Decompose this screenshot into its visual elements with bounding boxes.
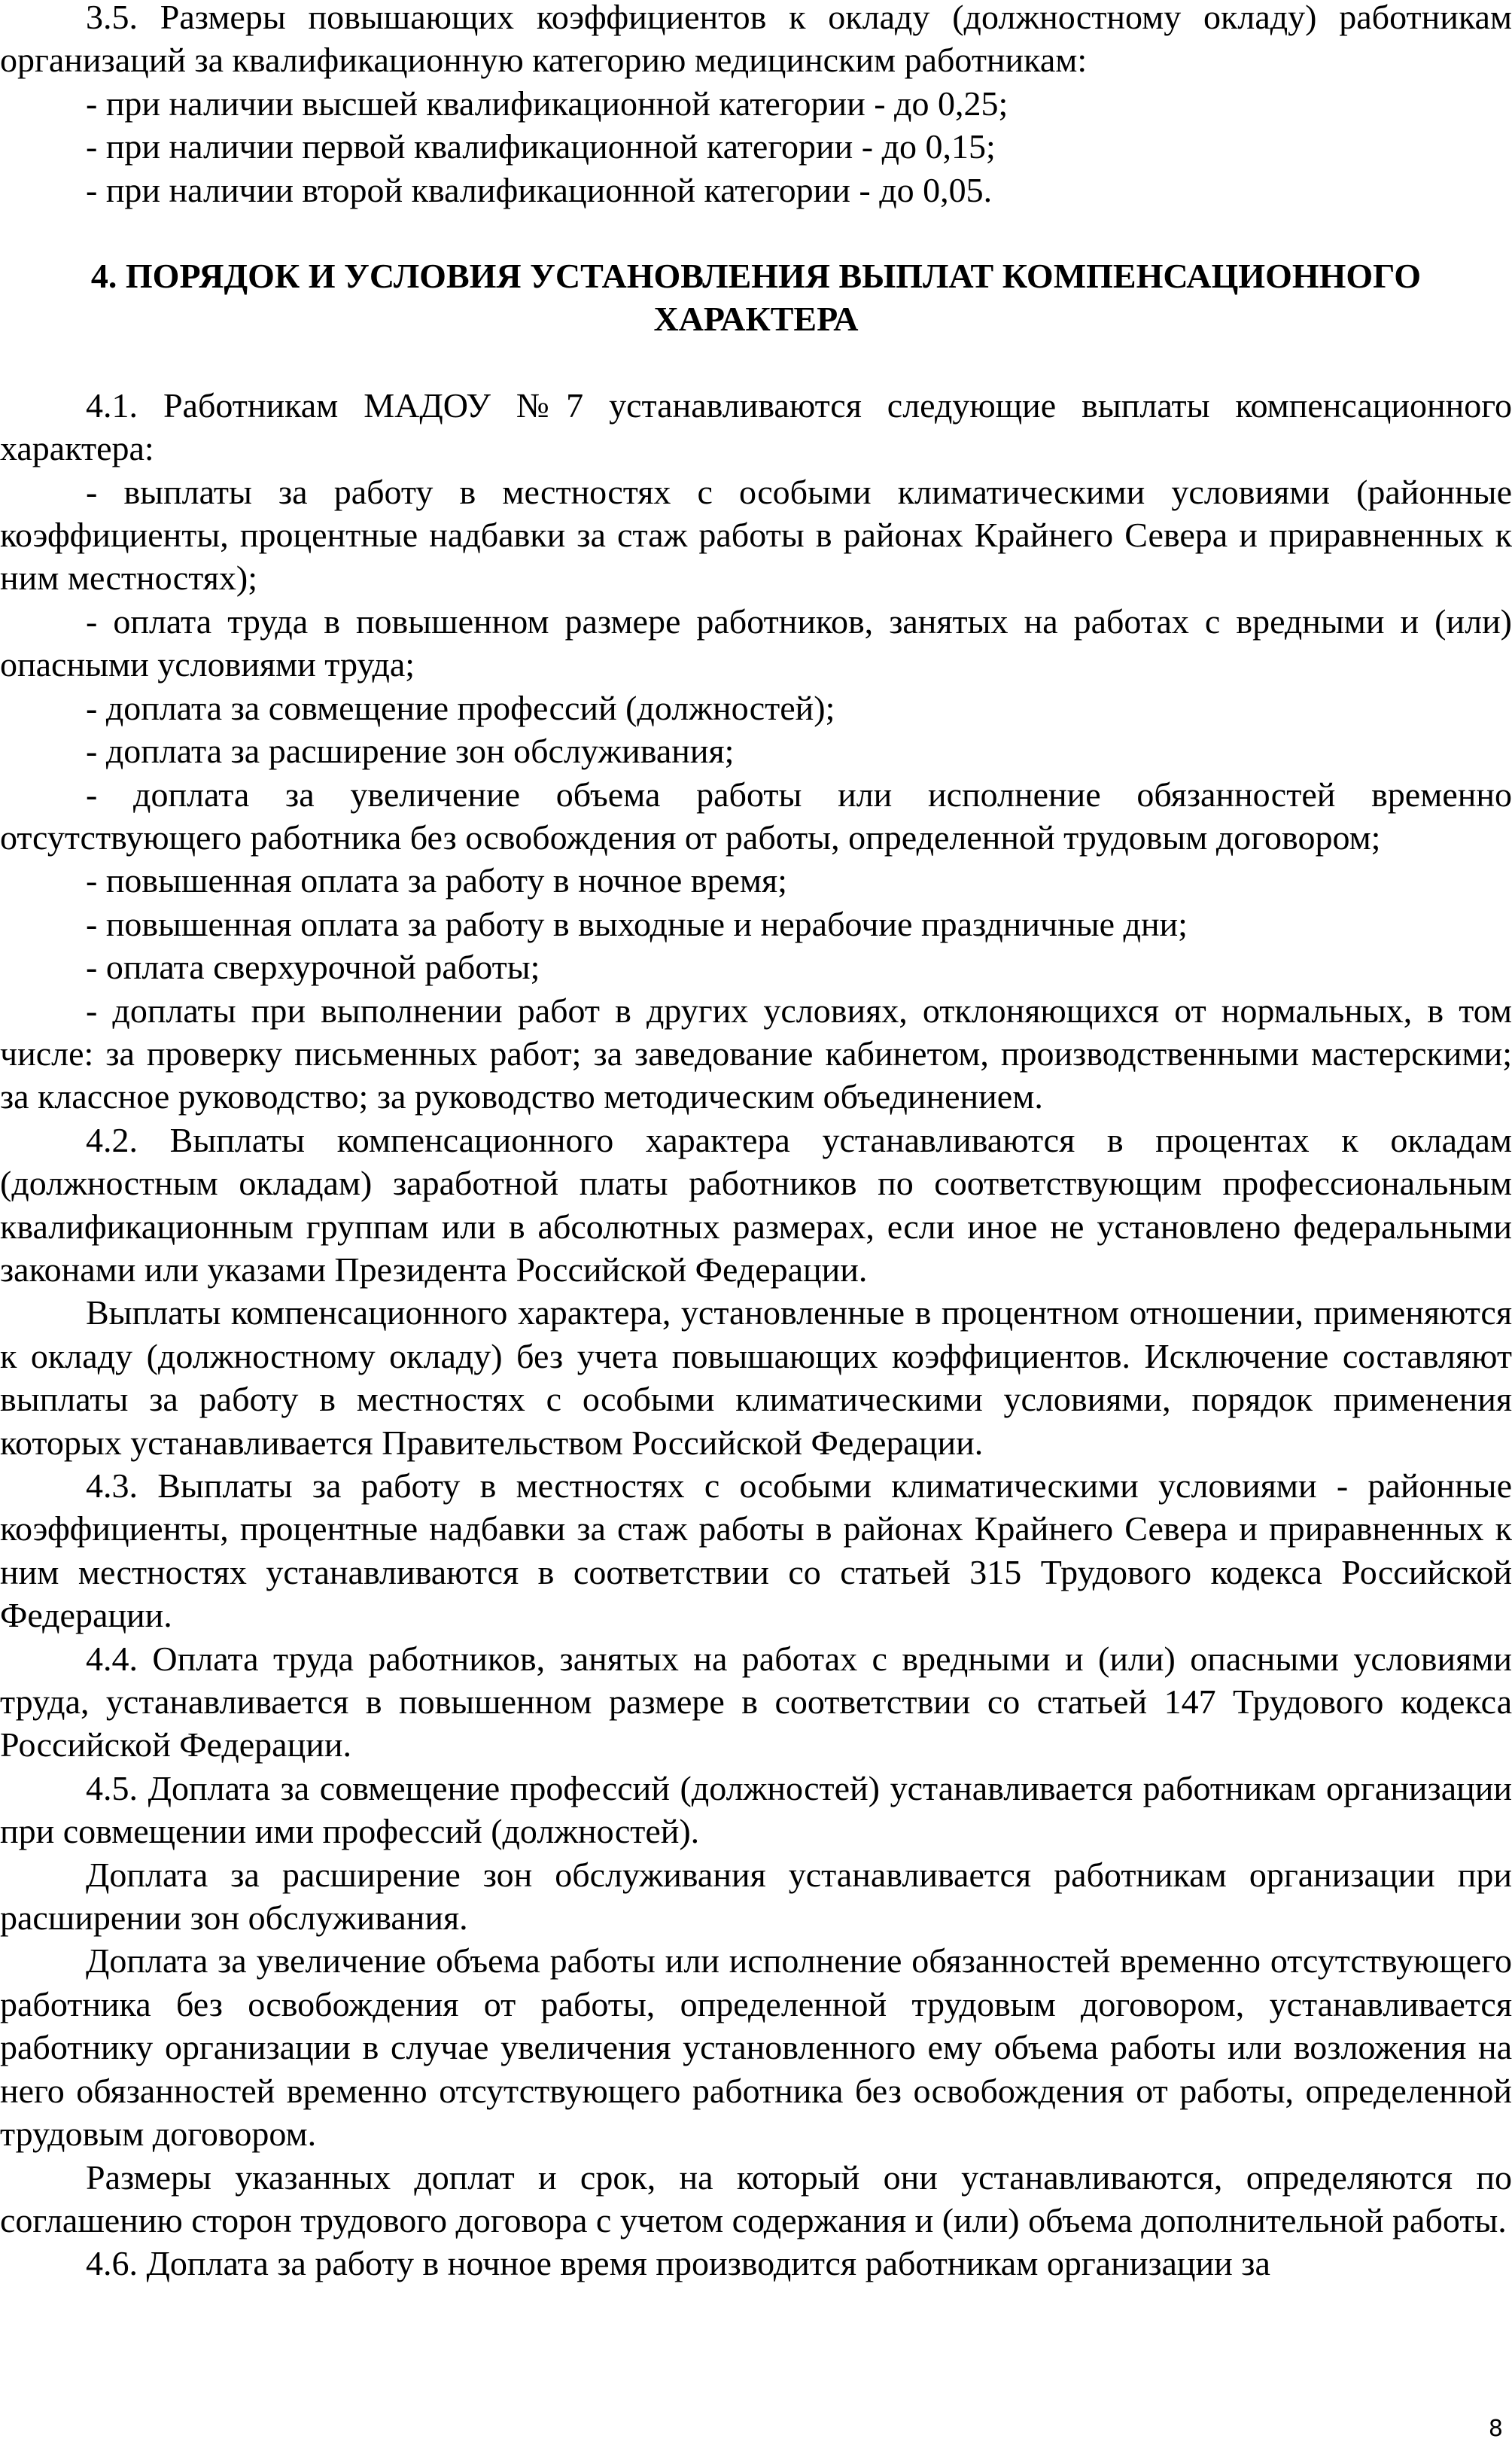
paragraph-3-5: 3.5. Размеры повышающих коэффициентов к окладу (должностному окладу) работникам организаций за квалификационную категорию медицинским работникам: [0, 0, 1512, 80]
list-item: - при наличии второй квалификационной категории - до 0,05. [86, 170, 993, 209]
section-heading: 4. ПОРЯДОК И УСЛОВИЯ УСТАНОВЛЕНИЯ ВЫПЛАТ КОМПЕНСАЦИОННОГО ХАРАКТЕРА [90, 257, 1422, 339]
paragraph-4-6: 4.6. Доплата за работу в ночное время производится работникам организации за [86, 2244, 1270, 2283]
page-number: 8 [1488, 2416, 1503, 2442]
paragraph-4-2: 4.2. Выплаты компенсационного характера устанавливаются в процентах к окладам (должностным окладам) заработной платы работников по соответствующим профессиональным квалификационным группам или в абсолютных размерах, если иное не установлено федеральными законами или указами Президента Российской Федерации. [0, 1120, 1512, 1289]
paragraph-4-4: 4.4. Оплата труда работников, занятых на работах с вредными и (или) опасными условиями труда, устанавливается в повышенном размере в соответствии со статьей 147 Трудового кодекса Российской Федерации. [0, 1639, 1512, 1764]
paragraph: Доплата за увеличение объема работы или исполнение обязанностей временно отсутствующего работника без освобождения от работы, определенной трудовым договором, устанавливается работнику организации в случае увеличения установленного ему объема работы или возложения на него обязанностей временно отсутствующего работника без освобождения от работы, определенной трудовым договором. [0, 1941, 1512, 2154]
list-item: - при наличии первой квалификационной категории - до 0,15; [86, 127, 996, 166]
paragraph: Размеры указанных доплат и срок, на который они устанавливаются, определяются по соглашению сторон трудового договора с учетом содержания и (или) объема дополнительной работы. [0, 2157, 1512, 2239]
list-item: - доплаты при выполнении работ в других условиях, отклоняющихся от нормальных, в том числе: за проверку письменных работ; за заведование кабинетом, производственными мастерскими; за классное руководство; за руководство методическим объединением. [0, 991, 1512, 1116]
list-item: - повышенная оплата за работу в выходные и нерабочие праздничные дни; [86, 904, 1188, 943]
paragraph: Доплата за расширение зон обслуживания устанавливается работникам организации при расширении зон обслуживания. [0, 1855, 1512, 1938]
paragraph-4-3: 4.3. Выплаты за работу в местностях с особыми климатическими условиями - районные коэффициенты, процентные надбавки за стаж работы в районах Крайнего Севера и приравненных к ним местностях устанавливаются в соответствии со статьей 315 Трудового кодекса Российской Федерации. [0, 1466, 1512, 1635]
list-item: - доплата за увеличение объема работы или исполнение обязанностей временно отсутствующего работника без освобождения от работы, определенной трудовым договором; [0, 775, 1512, 857]
paragraph: Выплаты компенсационного характера, установленные в процентном отношении, применяются к окладу (должностному окладу) без учета повышающих коэффициентов. Исключение составляют выплаты за работу в местностях с особыми климатическими условиями, порядок применения которых устанавливается Правительством Российской Федерации. [0, 1293, 1512, 1462]
paragraph-4-5: 4.5. Доплата за совмещение профессий (должностей) устанавливается работникам организации при совмещении ими профессий (должностей). [0, 1768, 1512, 1851]
paragraph-4-1: 4.1. Работникам МАДОУ №7 устанавливаются следующие выплаты компенсационного характера: [0, 385, 1512, 468]
list-item: - оплата сверхурочной работы; [86, 948, 540, 987]
list-item: - доплата за совмещение профессий (должностей); [86, 688, 835, 727]
list-item: - оплата труда в повышенном размере работников, занятых на работах с вредными и (или) опасными условиями труда; [0, 601, 1512, 684]
list-item: - повышенная оплата за работу в ночное время; [86, 861, 787, 900]
list-item: - при наличии высшей квалификационной категории - до 0,25; [86, 84, 1009, 123]
list-item: - доплата за расширение зон обслуживания; [86, 732, 735, 771]
list-item: - выплаты за работу в местностях с особыми климатическими условиями (районные коэффициенты, процентные надбавки за стаж работы в районах Крайнего Севера и приравненных к ним местностях); [0, 472, 1512, 598]
